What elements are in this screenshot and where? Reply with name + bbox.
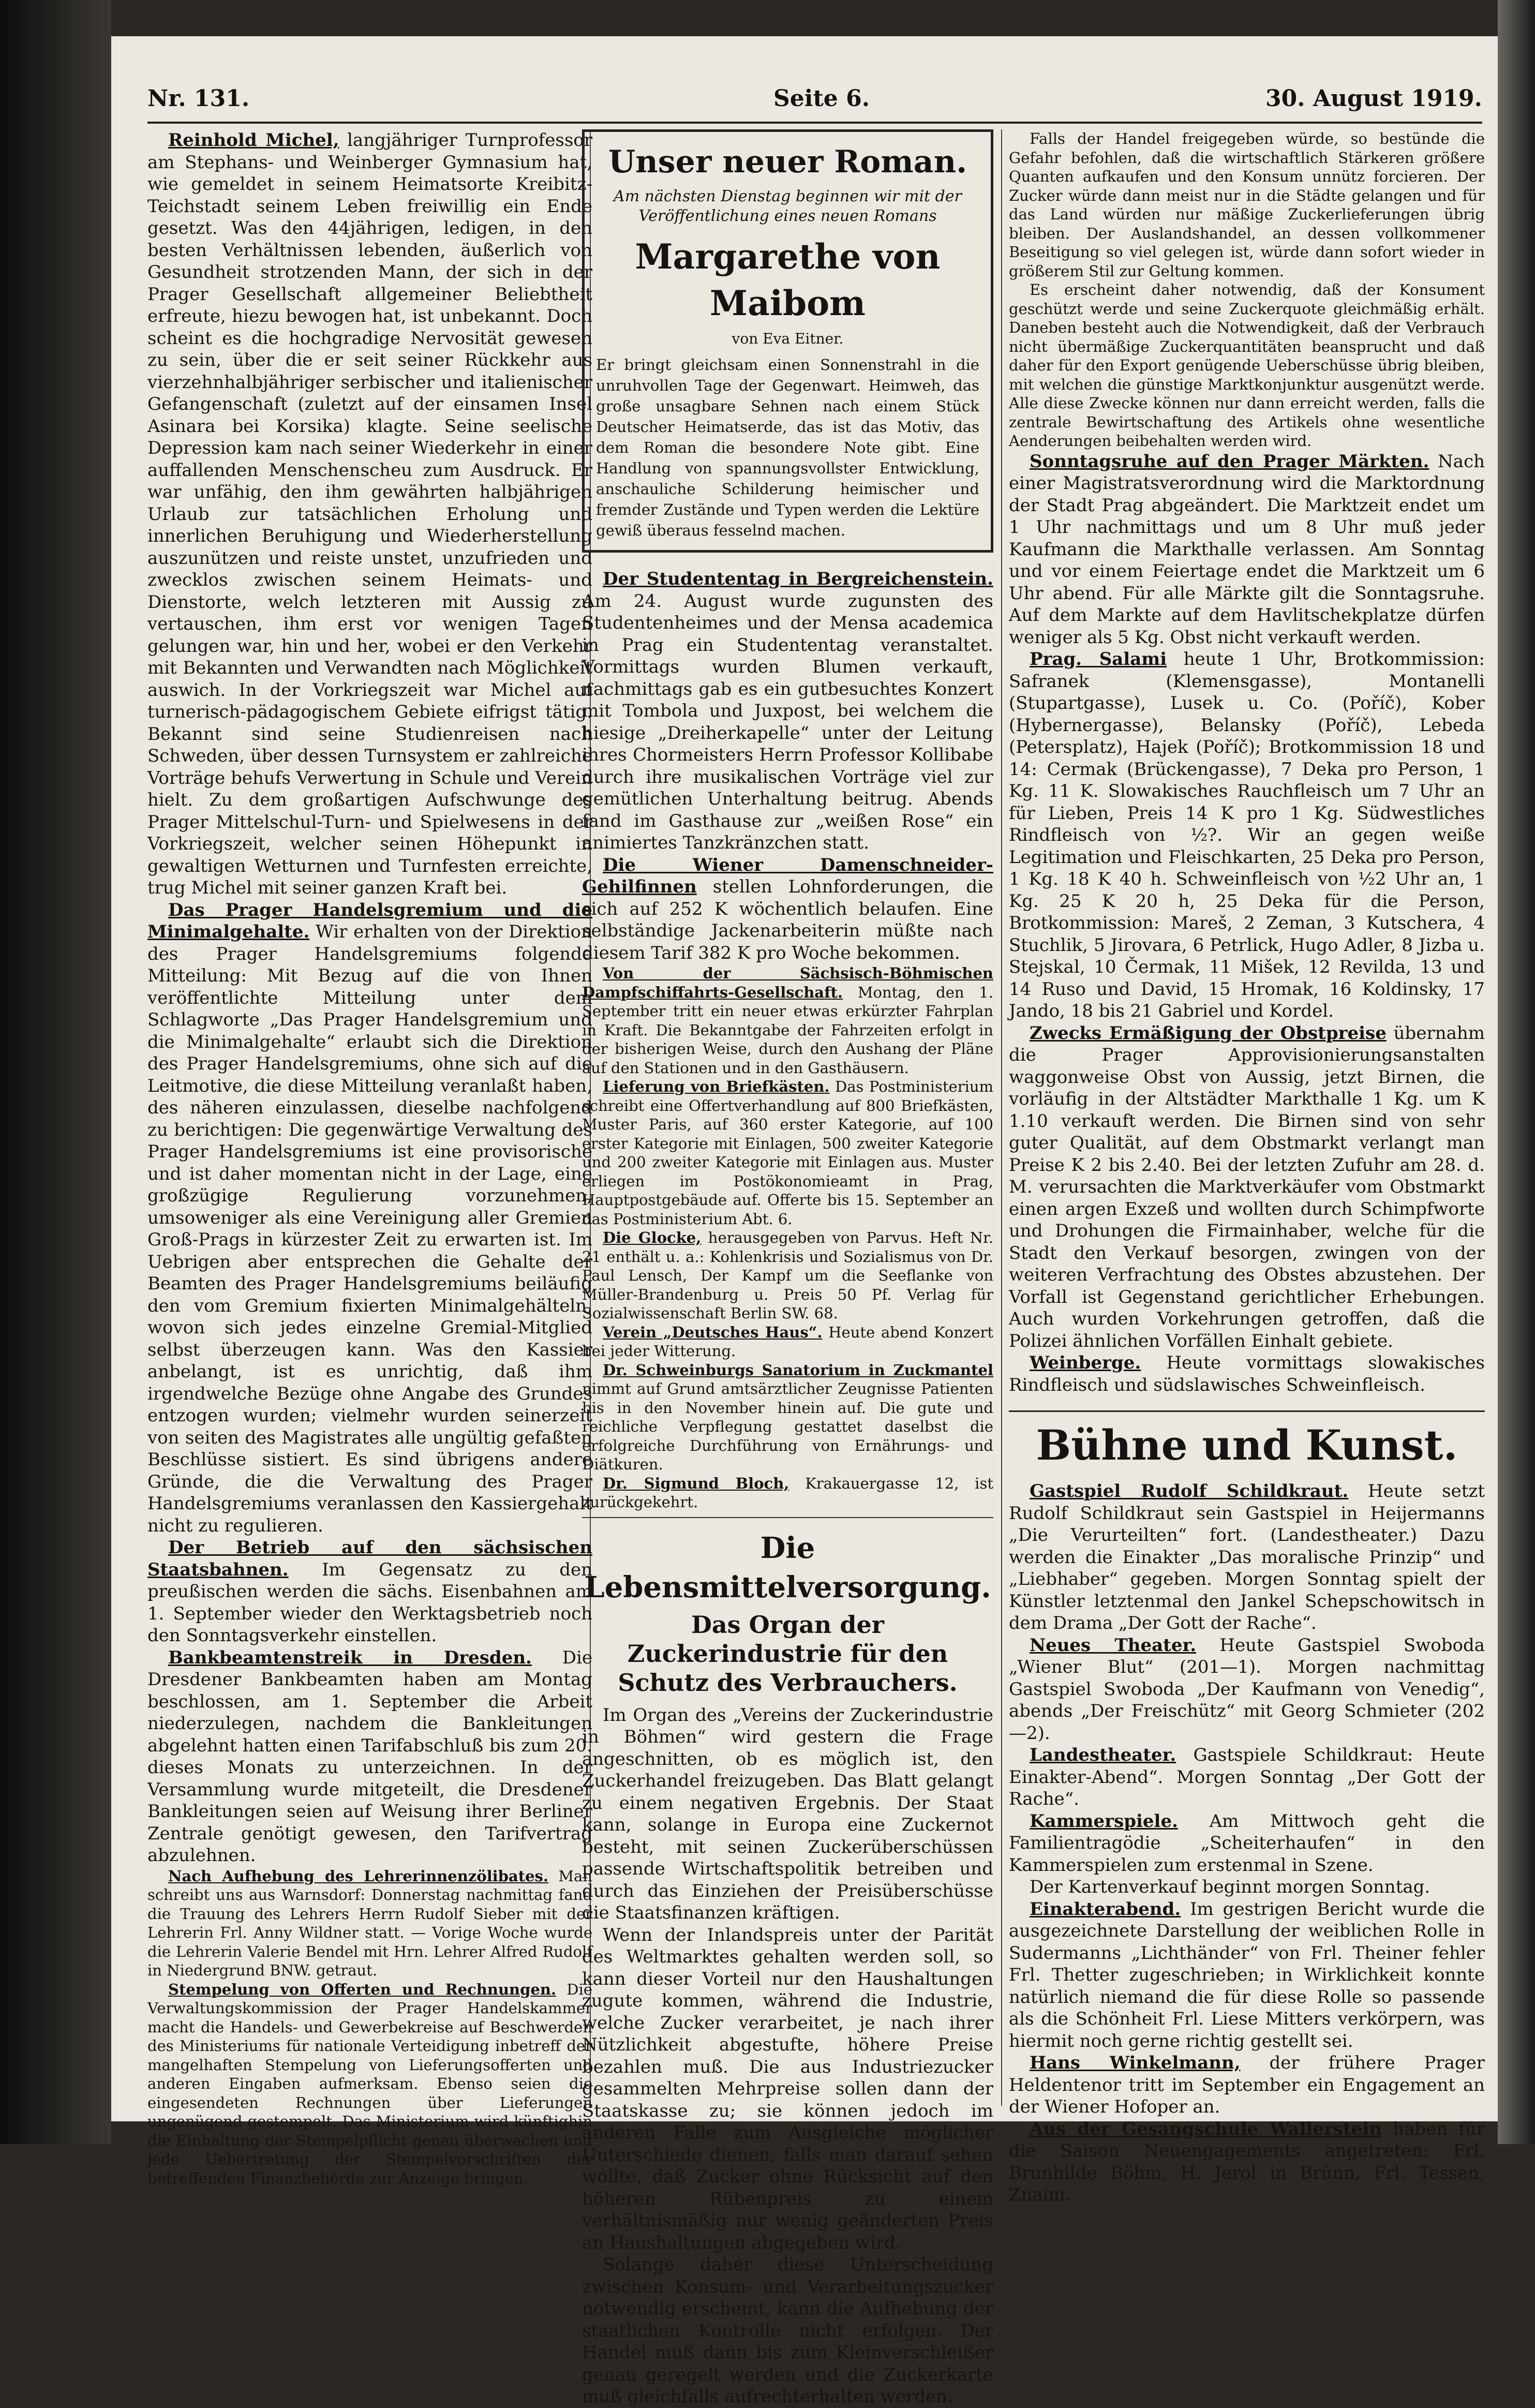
column-1 bbox=[147, 129, 593, 2187]
article-paragraph bbox=[582, 964, 993, 1077]
article-text: herausgegeben von Parvus. Heft Nr. 21 enthält u. a.: Kohlenkrisis und Sozialismus von Dr. Paul Lensch, Der Kampf um die Seeflanke von Müller-Brandenburg u. Preis 50 Pf. Verlag für Sozialwissenschaft Berlin SW. 68. bbox=[582, 1229, 994, 1322]
article-paragraph bbox=[582, 568, 993, 854]
article-text: Heute Gastspiel Swoboda „Wiener Blut“ (201—1). Morgen nachmittag Gastspiel Swoboda „Der Kaufmann von Venedig“, abends „Der Freischütz“ mit Georg Schmieter (202—2). bbox=[1009, 1634, 1485, 1744]
article-lead: Lieferung von Briefkästen. bbox=[603, 1078, 830, 1095]
article-lead: Kammerspiele. bbox=[1030, 1810, 1178, 1832]
article-paragraph bbox=[1009, 1022, 1485, 1352]
article-lead: Neues Theater. bbox=[1030, 1634, 1197, 1656]
header-rule bbox=[147, 122, 1482, 124]
article-text: langjähriger Turnprofessor am Stephans- und Weinberger Gymnasium hat, wie gemeldet in seinem Heimatsorte Kreibitz-Teichstadt seinem Leben freiwillig ein Ende gesetzt. Was den 44jährigen, ledigen, in den besten Verhältnissen lebenden, äußerlich von Gesundheit strotzenden Mann, der sich in der Prager Gesellschaft allgemeiner Beliebtheit erfreute, hiezu bewogen hat, ist unbekannt. Doch scheint es die hochgradige Nervosität gewesen zu sein, über die er seit seiner Rückkehr aus vierzehnhalbjähriger serbischer und italienischer Gefangenschaft (zuletzt auf der einsamen Insel Asinara bei Korsika) klagte. Seine seelische Depression kam nach seiner Wiederkehr in einer auffallenden Menschenscheu zum Ausdruck. Er war unfähig, den ihm gewährten halbjährigen Urlaub zur tatsächlichen Erholung und innerlichen Beruhigung und Wiederherstellung auszunützen und reiste unstet, unzufrieden und zwecklos zwischen seinem Heimats- und Dienstorte, welch letzteren mit Aussig zu vertauschen, ihm erst vor wenigen Tagen gelungen war, hin und her, wobei er den Verkehr mit Bekannten und Verwandten nach Möglichkeit auswich. In der Vorkriegszeit war Michel auf turnerisch-pädagogischem Gebiete eifrigst tätig. Bekannt sind seine Studienreisen nach Schweden, über dessen Turnsystem er zahlreiche Vorträge behufs Verwertung in Schule und Verein hielt. Zu dem großartigen Aufschwunge des Prager Mittelschul-Turn- und Spielwesens in der Vorkriegszeit, welcher seinen Höhepunkt in gewaltigen Wetturnen und Turnfesten erreichte, trug Michel mit seiner ganzen Kraft bei. bbox=[147, 130, 592, 898]
article-paragraph bbox=[1009, 1744, 1485, 1810]
article-text: Wir erhalten von der Direktion des Prager Handelsgremiums folgende Mitteilung: Mit Bezug auf die von Ihnen veröffentlichte Mitteilung unter dem Schlagworte „Das Prager Handelsgremium und die Minimalgehalte“ erlaubt sich die Direktion des Prager Handelsgremiums, ohne sich auf die Leitmotive, die diese Mitteilung veranlaßt haben, des näheren einzulassen, dieselbe nachfolgend zu berichtigen: Die gegenwärtige Verwaltung des Prager Handelsgremiums ist eine provisorische und ist daher momentan nicht in der Lage, eine großzügige Regulierung vorzunehmen, umsoweniger als eine Vereinigung aller Gremien Groß-Prags in kürzester Zeit zu erwarten ist. Im Uebrigen aber entsprechen die Gehalte der Beamten des Prager Handelsgremiums beiläufig den vom Gremium fixierten Minimalgehälteln, wovon sich jedes einzelne Gremial-Mitglied selbst überzeugen kann. Was den Kassier anbelangt, ist es unrichtig, daß ihm irgendwelche Bezüge ohne Angabe des Grundes entzogen wurden; vielmehr wurden seinerzeit von seiten des Magistrates alle ungültig gefaßten Beschlüsse sistiert. Es sind übrigens andere Gründe, die die Verwaltung des Prager Handelsgremiums veranlassen den Kassiergehalt nicht zu regulieren. bbox=[147, 921, 592, 1536]
article-paragraph bbox=[582, 1323, 993, 1361]
article-lead: Verein „Deutsches Haus“. bbox=[603, 1323, 823, 1341]
article-lead: Stempelung von Offerten und Rechnungen. bbox=[168, 1980, 557, 1998]
article-text: Solange daher diese Unterscheidung zwischen Konsum- und Verarbeitungszucker notwendig erscheint, kann die Aufhebung der staatlichen Kontrolle nicht erfolgen. Der Handel muß dann bis zum Kleinverschleißer genau geregelt werden und die Zuckerkarte muß gleichfalls aufrechterhalten werden. bbox=[582, 2254, 993, 2407]
section-title: Die Lebensmittelversorgung. bbox=[584, 1530, 991, 1604]
article-paragraph bbox=[582, 1077, 993, 1228]
novel-box-intro: Am nächsten Dienstag beginnen wir mit der Veröffentlichung eines neuen Romans bbox=[614, 187, 962, 225]
article-paragraph bbox=[1009, 280, 1485, 451]
article-lead: Prag. Salami bbox=[1030, 649, 1167, 670]
article-paragraph bbox=[1009, 451, 1485, 649]
article-text: Man schreibt uns aus Warnsdorf: Donnerstag nachmittag fand die Trauung des Lehrers Herrn Rudolf Sieber mit der Lehrerin Frl. Anny Wildner statt. — Vorige Woche wurde die Lehrerin Valerie Bendel mit Hrn. Lehrer Alfred Rudolf in Niedergrund BNW. getraut. bbox=[147, 1867, 592, 1979]
article-paragraph bbox=[147, 899, 592, 1537]
article-paragraph bbox=[147, 1647, 592, 1867]
novel-author: von Eva Eitner. bbox=[732, 330, 844, 347]
article-paragraph bbox=[582, 1361, 993, 1474]
article-paragraph bbox=[1009, 648, 1485, 1022]
article-lead: Einakterabend. bbox=[1030, 1898, 1181, 1920]
article-lead: Die Wiener Damenschneider-Gehilfinnen bbox=[582, 854, 993, 897]
article-text: übernahm die Prager Approvisionierungsanstalten waggonweise Obst von Aussig, jetzt Birnen, die vorläufig in der Altstädter Markthalle 1 Kg. um K 1.10 verkauft werden. Die Birnen sind von sehr guter Qualität, auf dem Obstmarkt verlangt man Preise K 2 bis 2.40. Bei der letzten Zufuhr am 28. d. M. verursachten die Marktverkäufer vom Obstmarkt einen argen Exzeß und wollten durch Schimpfworte und Drohungen die Firmainhaber, welche für die Stadt den Verkauf besorgen, zwingen von der weiteren Verfrachtung des Obstes abzustehen. Der Vorfall ist Gegenstand gerichtlicher Erhebungen. Auch wurden Vorkehrungen getroffen, daß die Polizei ähnlichen Vorfällen Einhalt gebiete. bbox=[1009, 1022, 1485, 1351]
column-2 bbox=[582, 129, 994, 2407]
article-text: Es erscheint daher notwendig, daß der Konsument geschützt werde und seine Zuckerquote gleichmäßig erhält. Daneben besteht auch die Notwendigkeit, daß der Verbrauch nicht übermäßige Zuckerquantitäten beansprucht und daß daher für den Export genügende Ueberschüsse übrig bleiben, mit welchen die günstige Marktkonjunktur ausgenützt werde. Alle diese Zwecke können nur dann erreicht werden, falls die zentrale Bewirtschaftung des Artikels ohne wesentliche Aenderungen beibehalten werden wird. bbox=[1009, 281, 1485, 450]
novel-description: Er bringt gleichsam einen Sonnenstrahl in die unruhvollen Tage der Gegenwart. Heimweh, das große unsagbare Sehnen nach einem Stück Deutscher Heimatserde, das ist das Motiv, das dem Roman die besondere Note gibt. Eine Handlung von spannungsvollster Entwicklung, anschauliche Schilderung heimischer und fremder Zustände und Typen werden die Lektüre gewiß überaus fesselnd machen. bbox=[596, 356, 979, 539]
article-text: Falls der Handel freigegeben würde, so bestünde die Gefahr befohlen, daß die wirtschaftlich Stärkeren größere Quanten aufkaufen und den Konsum unnütz forcieren. Der Zucker würde dann meist nur in die Städte gelangen und für das Land würden nur mäßige Zuckerlieferungen übrig bleiben. Der Auslandshandel, an dessen vollkommener Beseitigung so viel gelegen ist, würde dann sofort wieder in größerem Stil zur Geltung kommen. bbox=[1009, 130, 1485, 280]
article-lead: Bankbeamtenstreik in Dresden. bbox=[168, 1647, 532, 1668]
article-lead: Landestheater. bbox=[1030, 1745, 1176, 1765]
article-paragraph bbox=[1009, 1876, 1485, 1898]
article-text: Die Verwaltungskommission der Prager Handelskammer macht die Handels- und Gewerbekreise auf Beschwerden des Ministeriums für nationale Verteidigung inbetreff der mangelhaften Stempelung von Lieferungsofferten und anderen Eingaben aufmerksam. Ebenso seien die eingesendeten Rechnungen über Lieferungen ungenügend gestempelt. Das Ministerium wird künftighin die Einhaltung der Stempelpflicht genau überwachen und jede Uebertretung der Stempelvorschriften der betreffenden Finanzbehörde zur Anzeige bringen. bbox=[147, 1980, 592, 2187]
article-paragraph bbox=[147, 1537, 592, 1647]
novel-box-title: Unser neuer Roman. bbox=[608, 144, 967, 180]
article-text: Heute vormittags slowakisches Rindfleisch und südslawisches Schweinfleisch. bbox=[1009, 1352, 1485, 1395]
column-rule-2 bbox=[1001, 129, 1002, 2106]
article-text: Im Gegensatz zu den preußischen werden die sächs. Eisenbahnen am 1. September wieder den Werktagsbetrieb noch den Sonntagsverkehr einstellen. bbox=[147, 1559, 593, 1646]
newspaper-page bbox=[111, 36, 1498, 2407]
article-paragraph bbox=[1009, 1810, 1485, 1877]
article-lead: Das Prager Handelsgremium und die Minimalgehalte. bbox=[147, 899, 592, 942]
buehne-items bbox=[1009, 1480, 1485, 2206]
novel-announcement-box bbox=[582, 129, 993, 553]
article-text: Im gestrigen Bericht wurde die ausgezeichnete Darstellung der weiblichen Rolle in Sudermanns „Lichthänder“ von Frl. Theiner fehler Frl. Thetter zugeschrieben; in Wirklichkeit konnte natürlich niemand die für diese Rolle so passende als die Schönheit Frl. Liese Mitters verkörpern, was hiermit noch gerne richtig gestellt sei. bbox=[1009, 1898, 1485, 2052]
article-paragraph bbox=[582, 1924, 993, 2254]
article-paragraph bbox=[1009, 1634, 1485, 1745]
article-paragraph bbox=[147, 1867, 592, 1980]
article-paragraph bbox=[582, 1704, 993, 1924]
novel-title: Margarethe von Maibom bbox=[635, 236, 941, 323]
article-text: Am Mittwoch geht die Familientragödie „Scheiterhaufen“ in den Kammerspielen zum erstenmal in Szene. bbox=[1009, 1810, 1485, 1876]
column-3-items bbox=[1009, 129, 1485, 1396]
article-lead: Die Glocke, bbox=[603, 1229, 702, 1246]
article-text: Das Postministerium schreibt eine Offertverhandlung auf 800 Briefkästen, Muster Paris, auf 360 erster Kategorie, auf 100 erster Kategorie mit Einlagen, 500 zweiter Kategorie und 200 zweiter Kategorie mit Einlagen aus. Muster erliegen im Postökonomieamt in Prag, Hauptpostgebäude auf. Offerte bis 15. September an das Postministerium Abt. 6. bbox=[582, 1078, 994, 1228]
article-paragraph bbox=[1009, 1898, 1485, 2053]
scan-right-edge bbox=[1498, 0, 1535, 2144]
article-text: Der Kartenverkauf beginnt morgen Sonntag. bbox=[1030, 1877, 1430, 1897]
article-text: Nach einer Magistratsverordnung wird die Marktordnung der Stadt Prag abgeändert. Die Marktzeit endet um 1 Uhr nachmittags und um 8 Uhr muß jeder Kaufmann die Markthalle verlassen. Am Sonntag und vor einem Feiertage endet die Marktzeit um 6 Uhr abend. Für alle Märkte gilt die Sonntagsruhe. Auf dem Markte auf dem Havlitschekplatze dürfen weniger als 5 Kg. Obst nicht verkauft werden. bbox=[1009, 451, 1485, 648]
section-body bbox=[582, 1704, 993, 2408]
article-lead: Der Studententag in Bergreichenstein. bbox=[603, 569, 993, 589]
section-divider bbox=[582, 1517, 993, 1518]
section-subtitle: Das Organ der Zuckerindustrie für den Schutz des Verbrauchers. bbox=[618, 1610, 958, 1697]
article-lead: Gastspiel Rudolf Schildkraut. bbox=[1030, 1481, 1349, 1502]
article-paragraph bbox=[147, 129, 592, 899]
column-3 bbox=[1009, 129, 1485, 2205]
article-lead: Der Betrieb auf den sächsischen Staatsbahnen. bbox=[147, 1537, 592, 1580]
article-lead: Hans Winkelmann, bbox=[1030, 2053, 1241, 2073]
article-paragraph bbox=[1009, 2052, 1485, 2118]
buehne-title: Bühne und Kunst. bbox=[1009, 1410, 1485, 1471]
article-paragraph bbox=[582, 854, 993, 964]
column-2-items bbox=[582, 568, 993, 1512]
article-text: der frühere Prager Heldentenor tritt im September ein Engagement an der Wiener Hofoper an. bbox=[1009, 2053, 1485, 2117]
article-text: Gastspiele Schildkraut: Heute Einakter-Abend“. Morgen Sonntag „Der Gott der Rache“. bbox=[1009, 1745, 1485, 1809]
article-paragraph bbox=[1009, 2118, 1485, 2206]
article-lead: Nach Aufhebung des Lehrerinnenzölibates. bbox=[168, 1867, 548, 1885]
article-lead: Dr. Sigmund Bloch, bbox=[603, 1474, 789, 1492]
issue-number: Nr. 131. bbox=[147, 85, 250, 112]
article-lead: Aus der Gesangschule Wallerstein bbox=[1030, 2118, 1382, 2139]
page-number: Seite 6. bbox=[773, 85, 870, 112]
article-paragraph bbox=[147, 1980, 592, 2188]
article-lead: Von der Sächsisch-Böhmischen Dampfschiffahrts-Gesellschaft. bbox=[582, 964, 993, 1001]
article-paragraph bbox=[1009, 129, 1485, 280]
article-text: Im Organ des „Vereins der Zuckerindustrie in Böhmen“ wird gestern die Frage angeschnitten, ob es möglich ist, den Zuckerhandel freizugeben. Das Blatt gelangt zu einem negativen Ergebnis. Der Staat kann, solange in Europa eine Zuckernot besteht, mit seinen Zuckerüberschüssen passende Wirtschaftspolitik betreiben und durch das Einziehen der Preisüberschüsse die Staatsfinanzen kräftigen. bbox=[582, 1704, 993, 1923]
scan-left-edge bbox=[0, 0, 111, 2144]
article-text: Die Dresdener Bankbeamten haben am Montag beschlossen, am 1. September die Arbeit niederzulegen, nachdem die Bankleitungen abgelehnt hatten einen Tarifabschluß bis zum 20. dieses Monats zu unterzeichnen. In der Versammlung wurde mitgeteilt, die Dresdener Bankleitungen seien auf Weisung ihrer Berliner Zentrale genötigt gewesen, den Tarifvertrag abzulehnen. bbox=[147, 1647, 592, 1866]
article-text: Wenn der Inlandspreis unter der Parität des Weltmarktes gehalten werden soll, so kann dieser Vorteil nur den Haushaltungen zugute kommen, während die Industrie, welche Zucker verarbeitet, je nach ihrer Nützlichkeit abgestufte, höhere Preise bezahlen muß. Die aus Industriezucker gesammelten Mehrpreise sollen dann der Staatskasse zu; sie können jedoch im anderen Falle zum Ausgleiche möglicher Unterschiede dienen, falls man darauf sehen wollte, daß Zucker ohne Rücksicht auf den höheren Rübenpreis zu einem verhältnismäßig nur wenig geänderten Preis an Haushaltungen abgegeben wird. bbox=[582, 1924, 993, 2253]
article-text: haben für die Saison Neuengagements angetreten: Frl. Brunhilde Böhm, H. Jerol in Brünn, Frl. Tessen, Znaim. bbox=[1009, 2118, 1485, 2205]
article-text: Heute setzt Rudolf Schildkraut sein Gastspiel in Heijermanns „Die Verurteilten“ fort. (Landestheater.) Dazu werden die Einakter „Das moralische Prinzip“ und „Liebhaber“ gegeben. Morgen Sonntag spielt der Künstler letztenmal den Jankel Schepschowitsch in dem Drama „Der Gott der Rache“. bbox=[1009, 1481, 1485, 1633]
article-lead: Dr. Schweinburgs Sanatorium in Zuckmantel bbox=[603, 1361, 993, 1379]
article-text: Montag, den 1. September tritt ein neuer etwas erkürzter Fahrplan in Kraft. Die Bekanntgabe der Fahrzeiten erfolgt in der bisherigen Weise, durch den Aushang der Pläne auf den Stationen und in den Gasthäusern. bbox=[582, 983, 993, 1077]
article-paragraph bbox=[582, 2254, 993, 2408]
article-lead: Sonntagsruhe auf den Prager Märkten. bbox=[1030, 451, 1429, 472]
issue-date: 30. August 1919. bbox=[1265, 85, 1482, 112]
article-paragraph bbox=[582, 1228, 993, 1323]
article-text: stellen Lohnforderungen, die sich auf 252 K wöchentlich belaufen. Eine selbständige Jackenarbeiterin müßte nach diesem Tarif 382 K pro Woche bekommen. bbox=[582, 876, 993, 963]
article-text: heute 1 Uhr, Brotkommission: Safranek (Klemensgasse), Montanelli (Stupartgasse), Lusek u. Co. (Poříč), Kober (Hybernergasse), Belansky (Poříč), Lebeda (Petersplatz), Hajek (Poříč); Brotkommission 18 und 14: Cermak (Brückengasse), 7 Deka pro Person, 1 Kg. 11 K. Slowakisches Rauchfleisch um 7 Uhr an für Lieben, Preis 14 K pro 1 Kg. Südwestliches Rindfleisch von ½?. Wir an gegen weiße Legitimation und Fleischkarten, 25 Deka pro Person, 1 Kg. 18 K 40 h. Schweinfleisch von ½2 Uhr an, 1 Kg. 25 K 20 h, 25 Deka für die Person, Brotkommission: Mareš, 2 Zeman, 3 Kutschera, 4 Stuchlik, 5 Jirovara, 6 Petrlick, Hugo Adler, 8 Jizba u. Stejskal, 10 Čermak, 11 Mišek, 12 Revilda, 13 und 14 Ruso und David, 15 Hromak, 16 Koldinsky, 17 Jando, 18 bis 21 Gabriel und Kordel. bbox=[1009, 649, 1485, 1021]
article-text: Krakauergasse 12, ist zurückgekehrt. bbox=[582, 1474, 993, 1511]
article-text: Heute abend Konzert bei jeder Witterung. bbox=[582, 1323, 994, 1360]
article-lead: Weinberge. bbox=[1030, 1352, 1141, 1373]
article-lead: Zwecks Ermäßigung der Obstpreise bbox=[1030, 1022, 1387, 1044]
page-header bbox=[147, 85, 1482, 122]
article-text: nimmt auf Grund amtsärztlicher Zeugnisse Patienten bis in den November hinein auf. Die gute und reichliche Verpflegung gestattet daselbst die erfolgreiche Durchführung von Ernährungs- und Diätkuren. bbox=[582, 1380, 993, 1473]
article-paragraph bbox=[1009, 1352, 1485, 1396]
article-text: Am 24. August wurde zugunsten des Studentenheimes und der Mensa academica in Prag ein Studententag veranstaltet. Vormittags wurden Blumen verkauft, nachmittags gab es ein gutbesuchtes Konzert mit Tombola und Juxpost, bei welchem die hiesige „Dreiherkapelle“ unter der Leitung ihres Chormeisters Herrn Professor Kollibabe durch ihre musikalischen Vorträge viel zur gemütlichen Unterhaltung beitrug. Abends fand im Gasthause zur „weißen Rose“ ein animiertes Tanzkränzchen statt. bbox=[582, 590, 993, 853]
article-paragraph bbox=[582, 1474, 993, 1512]
article-paragraph bbox=[1009, 1480, 1485, 1634]
article-lead: Reinhold Michel, bbox=[168, 130, 339, 151]
